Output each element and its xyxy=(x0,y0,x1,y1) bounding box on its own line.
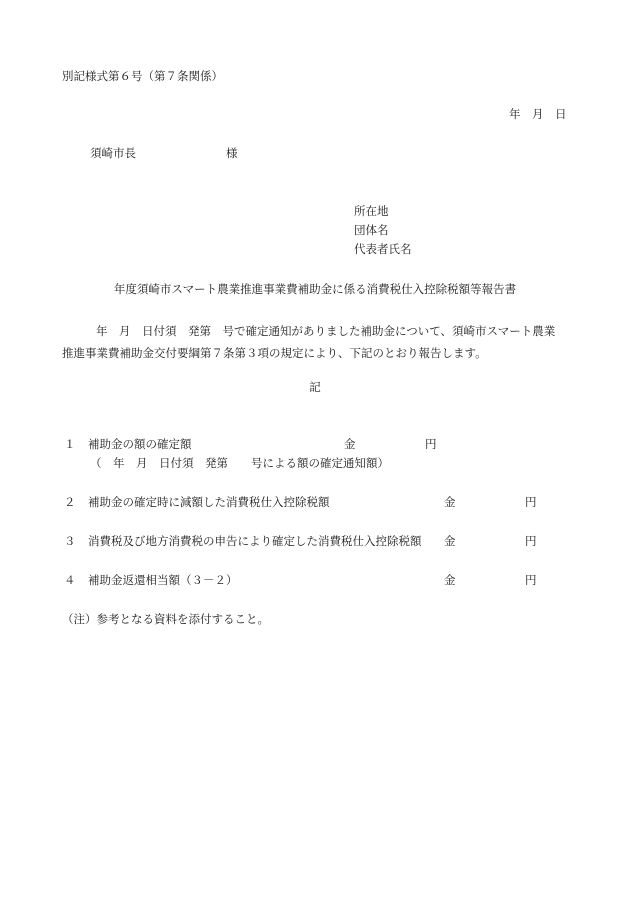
item-kin: 金 xyxy=(444,573,456,587)
group-label: 団体名 xyxy=(354,223,389,237)
body-line-1: 年 月 日付須 発第 号で確定通知がありました補助金について、須崎市スマート農業 xyxy=(96,324,556,338)
record-mark: 記 xyxy=(309,380,321,394)
document-title: 年度須崎市スマート農業推進事業費補助金に係る消費税仕入控除税額等報告書 xyxy=(113,282,517,296)
item-label: 補助金の確定時に減額した消費税仕入控除税額 xyxy=(88,495,330,509)
item-en: 円 xyxy=(425,437,437,451)
item-en: 円 xyxy=(525,534,537,548)
item-kin: 金 xyxy=(344,437,356,451)
item-en: 円 xyxy=(525,573,537,587)
address-label: 所在地 xyxy=(354,204,389,218)
item-label: 補助金の額の確定額 xyxy=(88,437,192,451)
item-label: 補助金返還相当額（３－２） xyxy=(88,573,238,587)
body-paragraph xyxy=(62,320,562,364)
item-kin: 金 xyxy=(444,534,456,548)
form-id: 別記様式第６号（第７条関係） xyxy=(62,69,223,83)
item-number: ４ xyxy=(64,573,76,587)
item-number: ２ xyxy=(64,495,76,509)
item-number: ３ xyxy=(64,534,76,548)
item-number: １ xyxy=(64,437,76,451)
item-note: （ 年 月 日付須 発第 号による額の確定通知額） xyxy=(90,456,389,470)
item-kin: 金 xyxy=(444,495,456,509)
addressee-name: 須崎市長 xyxy=(90,146,136,160)
date-line: 年 月 日 xyxy=(509,107,567,121)
footnote: （注）参考となる資料を添付すること。 xyxy=(62,612,269,626)
addressee-honorific: 様 xyxy=(226,146,238,160)
representative-label: 代表者氏名 xyxy=(354,242,412,256)
body-line-2: 推進事業費補助金交付要綱第７条第３項の規定により、下記のとおり報告します。 xyxy=(62,346,487,360)
item-label: 消費税及び地方消費税の申告により確定した消費税仕入控除税額 xyxy=(88,534,422,548)
item-en: 円 xyxy=(525,495,537,509)
